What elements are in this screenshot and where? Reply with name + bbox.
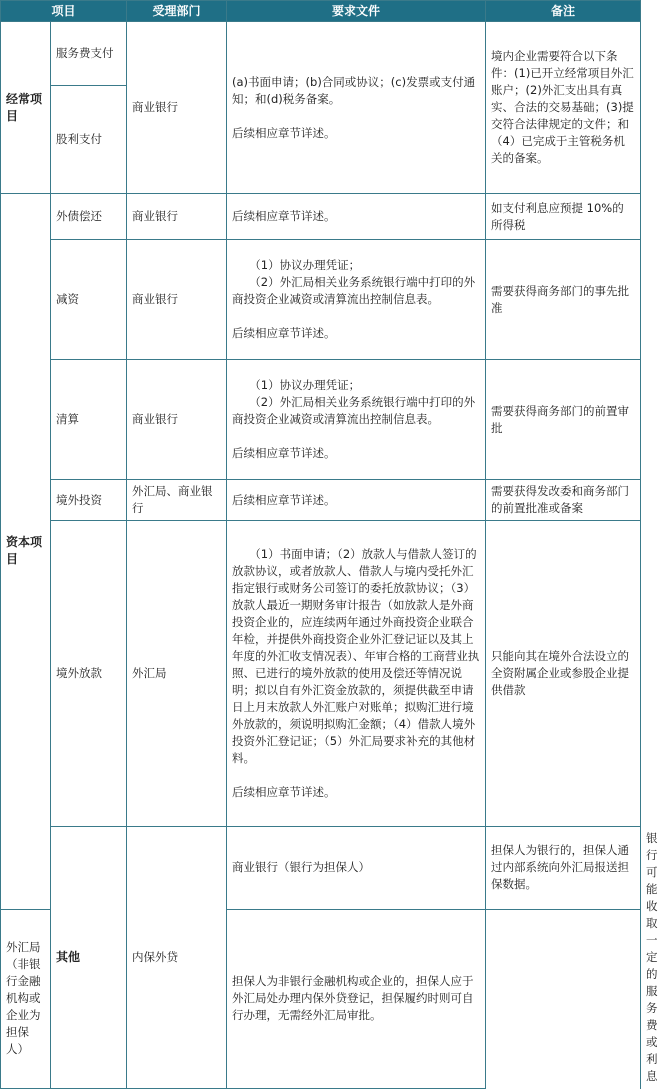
header-item: 项目	[1, 1, 127, 22]
table-row	[1, 480, 641, 521]
docs-service-fee-list: (a)书面申请；(b)合同或协议；(c)发票或支付通知；和(d)税务备案。	[232, 74, 476, 106]
docs-liquidation-2: （2）外汇局相关业务系统银行端中打印的外商投资企业减资或清算流出控制信息表。	[232, 395, 476, 426]
item-liquidation: 清算	[51, 360, 127, 480]
header-note: 备注	[486, 1, 641, 22]
dept-capital-reduction: 商业银行	[127, 240, 227, 360]
docs-outbound-investment: 后续相应章节详述。	[227, 480, 486, 521]
dept-service-fee: 商业银行	[127, 22, 227, 194]
docs-capital-reduction-3: 后续相应章节详述。	[232, 326, 336, 340]
docs-guarantee-bank: 担保人为银行的，担保人通过内部系统向外汇局报送担保数据。	[486, 827, 641, 910]
docs-liquidation-3: 后续相应章节详述。	[232, 446, 336, 460]
table-row	[1, 521, 641, 827]
item-outbound-loan: 境外放款	[51, 521, 127, 827]
docs-outbound-loan	[227, 521, 486, 827]
table-header-row	[1, 1, 641, 22]
group-regular: 经常项目	[1, 22, 51, 194]
header-docs: 要求文件	[227, 1, 486, 22]
dept-guarantee-nonbank: 外汇局（非银行金融机构或企业为担保人）	[1, 909, 51, 1088]
group-capital: 资本项目	[1, 194, 51, 910]
dept-liquidation: 商业银行	[127, 360, 227, 480]
item-dividend: 股利支付	[51, 86, 127, 194]
note-liquidation: 需要获得商务部门的前置审批	[486, 360, 641, 480]
dept-outbound-loan: 外汇局	[127, 521, 227, 827]
docs-outbound-loan-1: （1）书面申请；（2）放款人与借款人签订的放款协议，或者放款人、借款人与境内受托外汇指定银行或财务公司签订的委托放款协议；（3）放款人最近一期财务审计报告（如放款人是外商投资企业的，应连续两年通过外商投资企业联合年检，并提供外商投资企业外汇登记证以及其上年度的外汇收支情况表）、年审合格的工商营业执照、已进行的境外放款的使用及偿还等情况说明；拟以自有外汇资金放款的，须提供截至申请日上月末放款人外汇账户对账单；拟购汇进行境外放款的，须说明拟购汇金额；（4）借款人境外投资外汇登记证；（5）外汇局要求补充的其他材料。	[232, 547, 480, 765]
docs-service-fee	[227, 22, 486, 194]
docs-guarantee-nonbank: 担保人为非银行金融机构或企业的，担保人应于外汇局处办理内保外贷登记，担保履约时则可自行办理，无需经外汇局审批。	[227, 909, 486, 1088]
docs-capital-reduction	[227, 240, 486, 360]
table-row: 其他 内保外贷 商业银行（银行为担保人） 担保人为银行的，担保人通过内部系统向外汇局报送担保数据。 银行可能收取一定的服务费或利息	[1, 827, 641, 910]
item-guarantee: 内保外贷	[127, 827, 227, 1089]
dept-foreign-debt: 商业银行	[127, 194, 227, 240]
docs-foreign-debt: 后续相应章节详述。	[227, 194, 486, 240]
item-foreign-debt: 外债偿还	[51, 194, 127, 240]
item-outbound-investment: 境外投资	[51, 480, 127, 521]
note-service-fee: 境内企业需要符合以下条件：(1)已开立经常项目外汇账户；(2)外汇支出具有真实、合法的交易基础；(3)提交符合法律规定的文件；和（4）已完成于主管税务机关的备案。	[486, 22, 641, 194]
item-service-fee: 服务费支付	[51, 22, 127, 86]
docs-capital-reduction-2: （2）外汇局相关业务系统银行端中打印的外商投资企业减资或清算流出控制信息表。	[232, 275, 476, 306]
note-capital-reduction: 需要获得商务部门的事先批准	[486, 240, 641, 360]
docs-liquidation-1: （1）协议办理凭证；	[249, 378, 361, 392]
docs-liquidation	[227, 360, 486, 480]
note-outbound-loan: 只能向其在境外合法设立的全资附属企业或参股企业提供借款	[486, 521, 641, 827]
table-row	[1, 194, 641, 240]
table-row	[1, 360, 641, 480]
docs-service-fee-more: 后续相应章节详述。	[232, 125, 336, 140]
dept-outbound-investment: 外汇局、商业银行	[127, 480, 227, 521]
note-foreign-debt: 如支付利息应预提 10%的所得税	[486, 194, 641, 240]
item-capital-reduction: 减资	[51, 240, 127, 360]
table-row	[1, 240, 641, 360]
note-outbound-investment: 需要获得发改委和商务部门的前置批准或备案	[486, 480, 641, 521]
dept-guarantee-bank: 商业银行（银行为担保人）	[227, 827, 486, 910]
table-row	[1, 22, 641, 86]
group-other: 其他	[51, 827, 127, 1089]
header-dept: 受理部门	[127, 1, 227, 22]
docs-capital-reduction-1: （1）协议办理凭证；	[249, 258, 361, 272]
docs-outbound-loan-2: 后续相应章节详述。	[232, 785, 336, 799]
